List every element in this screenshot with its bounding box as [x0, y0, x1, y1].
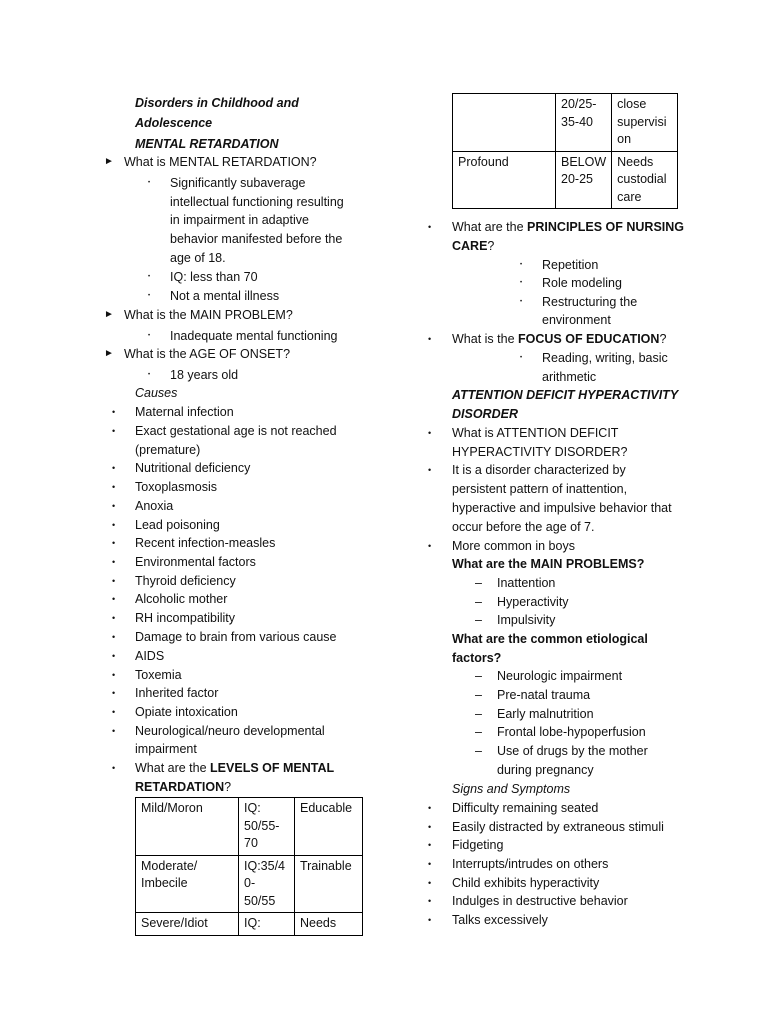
- dash-bullet-icon: –: [475, 576, 482, 590]
- table-cell: Needs: [295, 913, 363, 936]
- bullet-icon: •: [112, 651, 116, 661]
- bullet-icon: •: [112, 632, 116, 642]
- question-principles-line2: CARE?: [452, 239, 495, 253]
- signs-heading: Signs and Symptoms: [452, 782, 571, 796]
- principle-item: Repetition: [542, 258, 599, 272]
- bullet-icon: •: [148, 372, 151, 378]
- causes-heading: Causes: [135, 386, 178, 400]
- bullet-icon: •: [428, 334, 432, 344]
- adhd-definition: hyperactive and impulsive behavior that: [452, 501, 672, 515]
- triangle-bullet-icon: ►: [104, 156, 114, 167]
- factor-item: Use of drugs by the mother: [497, 744, 648, 758]
- triangle-bullet-icon: ►: [104, 309, 114, 320]
- adhd-title-line2: DISORDER: [452, 407, 518, 421]
- problem-item: Hyperactivity: [497, 595, 569, 609]
- cause-item: Recent infection-measles: [135, 536, 276, 550]
- bullet-icon: •: [428, 541, 432, 551]
- bullet-icon: •: [428, 428, 432, 438]
- adhd-title-line1: ATTENTION DEFICIT HYPERACTIVITY: [452, 388, 679, 402]
- adhd-definition: occur before the age of 7.: [452, 520, 595, 534]
- table-cell: Moderate/ Imbecile: [136, 855, 239, 913]
- bullet-icon: •: [112, 763, 116, 773]
- bullet-icon: •: [112, 557, 116, 567]
- table-row: [453, 94, 678, 152]
- bullet-icon: •: [112, 688, 116, 698]
- table-cell: Mild/Moron: [136, 798, 239, 856]
- bullet-icon: •: [112, 520, 116, 530]
- bullet-icon: •: [112, 538, 116, 548]
- bullet-icon: •: [428, 840, 432, 850]
- dash-bullet-icon: –: [475, 595, 482, 609]
- bullet-icon: •: [520, 355, 523, 361]
- cause-item: Toxemia: [135, 668, 182, 682]
- sign-item: Easily distracted by extraneous stimuli: [452, 820, 664, 834]
- bullet-icon: •: [112, 594, 116, 604]
- problem-item: Impulsivity: [497, 613, 556, 627]
- sign-item: Talks excessively: [452, 913, 548, 927]
- cause-item: Toxoplasmosis: [135, 480, 217, 494]
- more-common-boys: More common in boys: [452, 539, 575, 553]
- bullet-icon: •: [112, 482, 116, 492]
- cause-item: Inherited factor: [135, 686, 219, 700]
- factor-item: Frontal lobe-hypoperfusion: [497, 725, 646, 739]
- sign-item: Interrupts/intrudes on others: [452, 857, 609, 871]
- cause-item: Environmental factors: [135, 555, 256, 569]
- bullet-icon: •: [148, 293, 151, 299]
- bullet-icon: •: [428, 465, 432, 475]
- question-principles: What are the PRINCIPLES OF NURSING: [452, 220, 685, 234]
- bullet-icon: •: [520, 262, 523, 268]
- factor-item: Pre-natal trauma: [497, 688, 591, 702]
- cause-item: RH incompatibility: [135, 611, 236, 625]
- cause-item: Anoxia: [135, 499, 174, 513]
- answer-line: in impairment in adaptive: [170, 213, 309, 227]
- bullet-icon: •: [428, 915, 432, 925]
- dash-bullet-icon: –: [475, 707, 482, 721]
- question-levels: What are the LEVELS OF MENTAL: [135, 761, 335, 775]
- adhd-definition: persistent pattern of inattention,: [452, 482, 628, 496]
- question-age-onset: What is the AGE OF ONSET?: [124, 347, 291, 361]
- answer-line: behavior manifested before the: [170, 232, 343, 246]
- answer-age-onset: 18 years old: [170, 368, 239, 382]
- table-cell: Needs custodial care: [612, 151, 678, 209]
- question-main-problems: What are the MAIN PROBLEMS?: [452, 557, 645, 571]
- table-cell: BELOW 20-25: [556, 151, 612, 209]
- section-title-mr: MENTAL RETARDATION: [135, 137, 279, 151]
- dash-bullet-icon: –: [475, 744, 482, 758]
- problem-item: Inattention: [497, 576, 556, 590]
- bullet-icon: •: [112, 726, 116, 736]
- cause-item: Thyroid deficiency: [135, 574, 236, 588]
- bullet-icon: •: [428, 878, 432, 888]
- bullet-icon: •: [112, 463, 116, 473]
- cause-item: Exact gestational age is not reached: [135, 424, 337, 438]
- bullet-icon: •: [112, 407, 116, 417]
- cause-item: Opiate intoxication: [135, 705, 238, 719]
- question-etiology-line2: factors?: [452, 651, 502, 665]
- answer-not-illness: Not a mental illness: [170, 289, 280, 303]
- table-cell: [453, 94, 556, 152]
- question-adhd-line2: HYPERACTIVITY DISORDER?: [452, 445, 628, 459]
- question-what-is-mr: What is MENTAL RETARDATION?: [124, 155, 317, 169]
- principle-item-cont: environment: [542, 313, 611, 327]
- sign-item: Indulges in destructive behavior: [452, 894, 628, 908]
- dash-bullet-icon: –: [475, 613, 482, 627]
- bullet-icon: •: [112, 576, 116, 586]
- bullet-icon: •: [428, 803, 432, 813]
- table-row: [136, 798, 363, 856]
- table-cell: Educable: [295, 798, 363, 856]
- cause-item: impairment: [135, 742, 197, 756]
- dash-bullet-icon: –: [475, 725, 482, 739]
- dash-bullet-icon: –: [475, 688, 482, 702]
- bullet-icon: •: [112, 501, 116, 511]
- triangle-bullet-icon: ►: [104, 348, 114, 359]
- principle-item: Restructuring the: [542, 295, 638, 309]
- question-levels-line2: RETARDATION?: [135, 780, 232, 794]
- table-row: [453, 151, 678, 209]
- answer-line: intellectual functioning resulting: [170, 195, 344, 209]
- bullet-icon: •: [112, 670, 116, 680]
- factor-item: during pregnancy: [497, 763, 594, 777]
- cause-item: AIDS: [135, 649, 165, 663]
- bullet-icon: •: [148, 333, 151, 339]
- sign-item: Child exhibits hyperactivity: [452, 876, 600, 890]
- bullet-icon: •: [148, 180, 151, 186]
- focus-answer-cont: arithmetic: [542, 370, 597, 384]
- cause-item: Damage to brain from various cause: [135, 630, 337, 644]
- cause-item: (premature): [135, 443, 201, 457]
- bullet-icon: •: [428, 896, 432, 906]
- answer-main-problem: Inadequate mental functioning: [170, 329, 338, 343]
- bullet-icon: •: [112, 426, 116, 436]
- factor-item: Neurologic impairment: [497, 669, 623, 683]
- cause-item: Alcoholic mother: [135, 592, 228, 606]
- bullet-icon: •: [520, 280, 523, 286]
- levels-table: [135, 797, 363, 936]
- levels-table-continued: [452, 93, 678, 209]
- question-adhd: What is ATTENTION DEFICIT: [452, 426, 619, 440]
- table-cell: Profound: [453, 151, 556, 209]
- bullet-icon: •: [112, 613, 116, 623]
- question-focus: What is the FOCUS OF EDUCATION?: [452, 332, 667, 346]
- table-cell: IQ: 50/55- 70: [239, 798, 295, 856]
- factor-item: Early malnutrition: [497, 707, 594, 721]
- cause-item: Maternal infection: [135, 405, 234, 419]
- bullet-icon: •: [148, 274, 151, 280]
- table-cell: Severe/Idiot: [136, 913, 239, 936]
- sign-item: Fidgeting: [452, 838, 504, 852]
- answer-line: Significantly subaverage: [170, 176, 306, 190]
- table-cell: 20/25- 35-40: [556, 94, 612, 152]
- principle-item: Role modeling: [542, 276, 622, 290]
- answer-line: age of 18.: [170, 251, 226, 265]
- cause-item: Nutritional deficiency: [135, 461, 251, 475]
- cause-item: Lead poisoning: [135, 518, 220, 532]
- bullet-icon: •: [428, 222, 432, 232]
- table-cell: close supervisi on: [612, 94, 678, 152]
- bullet-icon: •: [520, 299, 523, 305]
- answer-iq: IQ: less than 70: [170, 270, 258, 284]
- cause-item: Neurological/neuro developmental: [135, 724, 325, 738]
- doc-title-line2: Adolescence: [135, 116, 213, 130]
- table-row: [136, 913, 363, 936]
- doc-title-line1: Disorders in Childhood and: [135, 96, 299, 110]
- table-row: [136, 855, 363, 913]
- bullet-icon: •: [112, 707, 116, 717]
- table-cell: IQ:35/4 0- 50/55: [239, 855, 295, 913]
- table-cell: Trainable: [295, 855, 363, 913]
- question-main-problem: What is the MAIN PROBLEM?: [124, 308, 293, 322]
- bullet-icon: •: [428, 822, 432, 832]
- table-cell: IQ:: [239, 913, 295, 936]
- adhd-definition: It is a disorder characterized by: [452, 463, 626, 477]
- sign-item: Difficulty remaining seated: [452, 801, 599, 815]
- bullet-icon: •: [428, 859, 432, 869]
- dash-bullet-icon: –: [475, 669, 482, 683]
- focus-answer: Reading, writing, basic: [542, 351, 668, 365]
- question-etiology: What are the common etiological: [452, 632, 648, 646]
